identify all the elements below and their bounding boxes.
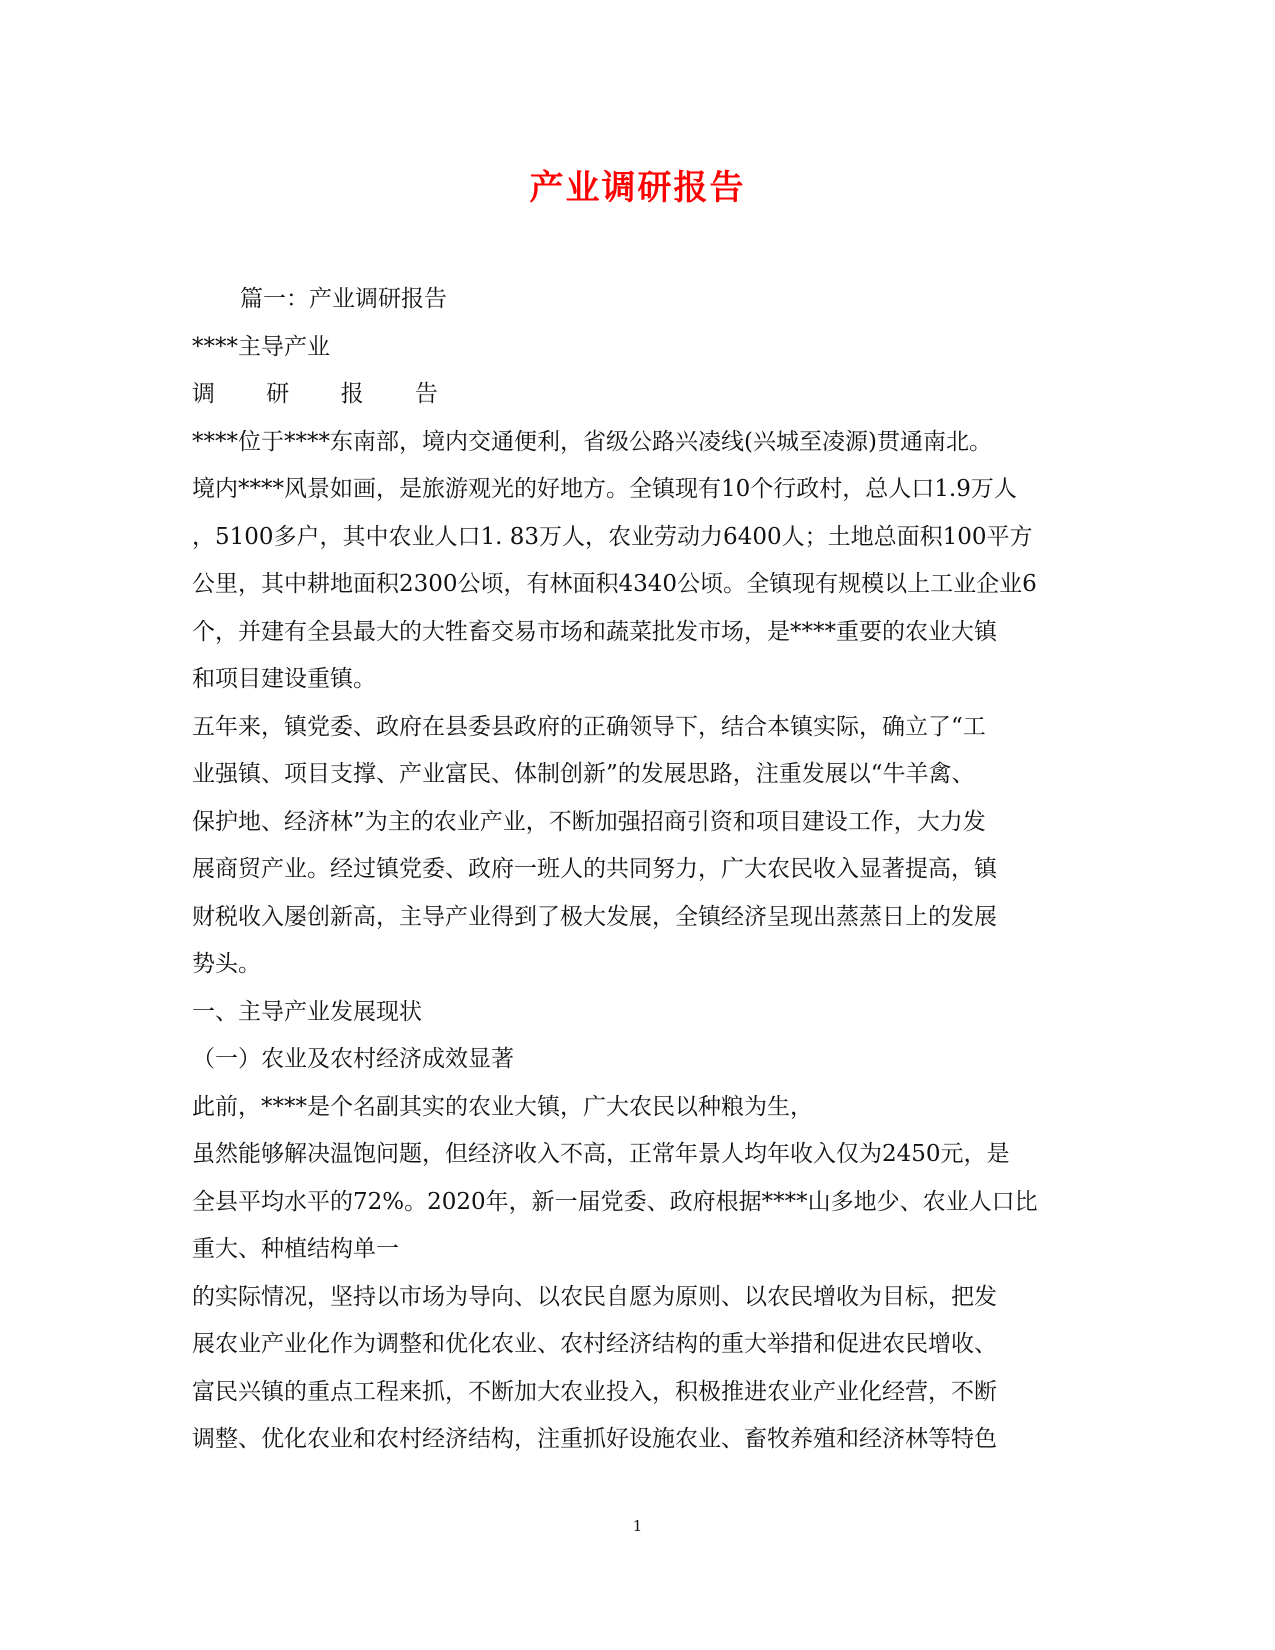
document-body	[192, 276, 1082, 1464]
body-line: 虽然能够解决温饱问题，但经济收入不高，正常年景人均年收入仅为2450元，是	[192, 1141, 1010, 1167]
body-line: 展商贸产业。经过镇党委、政府一班人的共同努力，广大农民收入显著提高，镇	[192, 856, 997, 882]
body-line: 调整、优化农业和农村经济结构，注重抓好设施农业、畜牧养殖和经济林等特色	[192, 1426, 997, 1452]
body-line: 业强镇、项目支撑、产业富民、体制创新”的发展思路，注重发展以“牛羊禽、	[192, 761, 975, 787]
body-line: 展农业产业化作为调整和优化农业、农村经济结构的重大举措和促进农民增收、	[192, 1331, 997, 1357]
body-line: 全县平均水平的72%。2020年，新一届党委、政府根据****山多地少、农业人口比	[192, 1188, 1038, 1215]
body-line: 保护地、经济林”为主的农业产业，不断加强招商引资和项目建设工作，大力发	[192, 808, 986, 835]
body-line: 势头。	[192, 951, 261, 977]
document-title: 产业调研报告	[529, 168, 746, 208]
subsection-heading: （一）农业及农村经济成效显著	[192, 1046, 514, 1072]
body-line: 富民兴镇的重点工程来抓，不断加大农业投入，积极推进农业产业化经营，不断	[192, 1378, 997, 1405]
body-line: ，5100多户，其中农业人口1. 83万人，农业劳动力6400人；土地总面积100平方	[192, 523, 1033, 550]
body-line: 的实际情况，坚持以市场为导向、以农民自愿为原则、以农民增收为目标，把发	[192, 1283, 997, 1310]
body-line: 五年来，镇党委、政府在县委县政府的正确领导下，结合本镇实际，确立了“工	[192, 713, 986, 740]
page-number: 1	[632, 1517, 643, 1535]
subtitle-line: ****主导产业	[192, 333, 330, 360]
subtitle-line: 调 研 报 告	[192, 381, 460, 407]
section-heading: 篇一：产业调研报告	[240, 286, 447, 312]
body-line: 公里，其中耕地面积2300公顷，有林面积4340公顷。全镇现有规模以上工业企业6	[192, 571, 1037, 597]
body-line: 和项目建设重镇。	[192, 666, 376, 692]
body-line: 重大、种植结构单一	[192, 1236, 399, 1262]
body-line: 财税收入屡创新高，主导产业得到了极大发展，全镇经济呈现出蒸蒸日上的发展	[192, 903, 997, 930]
body-line: 此前，****是个名副其实的农业大镇，广大农民以种粮为生，	[192, 1093, 813, 1120]
body-line: ****位于****东南部，境内交通便利，省级公路兴凌线(兴城至凌源)贯通南北。	[192, 428, 992, 455]
body-line: 个，并建有全县最大的大牲畜交易市场和蔬菜批发市场，是****重要的农业大镇	[192, 618, 997, 645]
body-line: 境内****风景如画，是旅游观光的好地方。全镇现有10个行政村，总人口1.9万人	[192, 476, 1017, 502]
section-heading: 一、主导产业发展现状	[192, 998, 422, 1025]
